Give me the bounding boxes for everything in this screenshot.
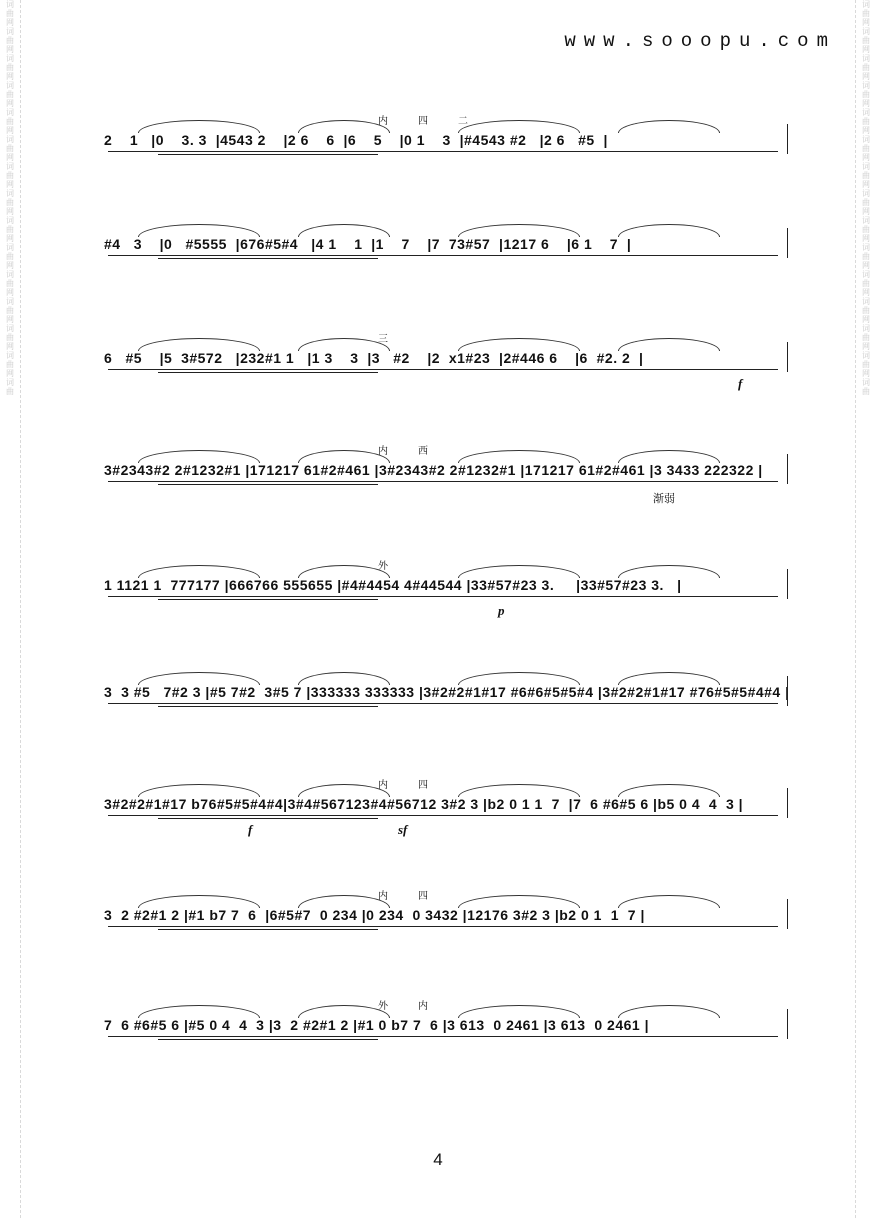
fingering-mark: 内: [418, 1001, 428, 1012]
beam-line: [108, 596, 778, 597]
score-line: [98, 118, 788, 166]
watermark-char: 网: [862, 288, 870, 297]
slur-arc: [298, 1005, 390, 1018]
slur-arc: [618, 565, 720, 578]
slur-arc: [618, 120, 720, 133]
watermark-char: 网: [862, 153, 870, 162]
slur-arc: [458, 895, 580, 908]
watermark-char: 网: [862, 261, 870, 270]
watermark-char: 词: [862, 0, 870, 9]
barline: [787, 124, 788, 154]
slur-arc: [458, 1005, 580, 1018]
beam-line-secondary: [158, 154, 378, 155]
watermark-char: 曲: [862, 225, 870, 234]
score-line: [98, 446, 788, 505]
watermark-char: 网: [862, 180, 870, 189]
score-line: [98, 561, 788, 618]
watermark-char: 曲: [862, 144, 870, 153]
barline: [787, 569, 788, 599]
watermark-char: 曲: [6, 144, 14, 153]
watermark-char: 词: [862, 135, 870, 144]
watermark-column-left: [0, 0, 20, 396]
beam-line: [108, 255, 778, 256]
watermark-char: 词: [6, 243, 14, 252]
watermark-char: 网: [6, 207, 14, 216]
score-line: [98, 222, 788, 270]
watermark-char: 网: [6, 126, 14, 135]
beam-line-secondary: [158, 484, 378, 485]
watermark-char: 网: [862, 72, 870, 81]
fingering-mark: 外: [378, 561, 388, 572]
beam-line: [108, 926, 778, 927]
watermark-char: 曲: [862, 171, 870, 180]
watermark-char: 词: [6, 270, 14, 279]
watermark-char: 曲: [862, 63, 870, 72]
slur-arc: [618, 224, 720, 237]
watermark-char: 曲: [862, 252, 870, 261]
slur-arc: [138, 784, 260, 797]
slur-arc: [138, 120, 260, 133]
beam-line: [108, 815, 778, 816]
watermark-char: 词: [6, 81, 14, 90]
slur-arc: [458, 450, 580, 463]
slur-arc: [298, 338, 390, 351]
dynamic-mark: sf: [398, 822, 408, 837]
slur-arc: [138, 1005, 260, 1018]
watermark-char: 曲: [862, 198, 870, 207]
beam-line-secondary: [158, 706, 378, 707]
watermark-char: 曲: [862, 387, 870, 396]
slur-arc: [138, 224, 260, 237]
watermark-char: 词: [862, 243, 870, 252]
watermark-column-right: [856, 0, 876, 396]
notation-text: 3#2#2#1#17 b76#5#5#4#4|3#4#567123#4#56712 3#2 3 |b2 0 1 1 7 |7 6 #6#5 6 |b5 0 4 4 3 |: [104, 796, 744, 812]
dynamic-mark: p: [498, 603, 505, 618]
watermark-char: 词: [862, 270, 870, 279]
watermark-char: 词: [6, 189, 14, 198]
watermark-char: 网: [6, 342, 14, 351]
page-number: 4: [433, 1150, 443, 1169]
fingering-mark: 内: [378, 446, 388, 457]
slur-arc: [618, 784, 720, 797]
slur-arc: [138, 338, 260, 351]
slur-arc: [138, 565, 260, 578]
notation-text: 7 6 #6#5 6 |#5 0 4 4 3 |3 2 #2#1 2 |#1 0 b7 7 6 |3 613 0 2461 |3 613 0 2461 |: [104, 1017, 650, 1033]
slur-arc: [618, 1005, 720, 1018]
watermark-char: 网: [862, 45, 870, 54]
notation-text: 1 1121 1 777177 |666766 555655 |#4#4454 4#44544 |33#57#23 3. |33#57#23 3. |: [104, 577, 682, 593]
slur-arc: [298, 672, 390, 685]
slur-arc: [298, 450, 390, 463]
barline: [787, 342, 788, 372]
watermark-char: 曲: [862, 360, 870, 369]
notation-text: 3 3 #5 7#2 3 |#5 7#2 3#5 7 |333333 333333 |3#2#2#1#17 #6#6#5#5#4 |3#2#2#1#17 #76#5#5#4#4 |: [104, 684, 790, 700]
watermark-char: 曲: [862, 306, 870, 315]
watermark-char: 网: [6, 234, 14, 243]
dynamic-mark: f: [248, 822, 253, 837]
watermark-char: 曲: [862, 36, 870, 45]
fingering-mark: 内: [378, 780, 388, 791]
watermark-char: 曲: [6, 36, 14, 45]
slur-arc: [618, 895, 720, 908]
beam-line-secondary: [158, 258, 378, 259]
watermark-char: 曲: [6, 117, 14, 126]
watermark-char: 曲: [862, 117, 870, 126]
beam-line: [108, 369, 778, 370]
slur-arc: [458, 672, 580, 685]
watermark-char: 曲: [6, 360, 14, 369]
watermark-char: 曲: [862, 333, 870, 342]
beam-line: [108, 1036, 778, 1037]
barline: [787, 788, 788, 818]
watermark-char: 曲: [6, 225, 14, 234]
right-margin-watermark: [855, 0, 876, 1218]
slur-arc: [298, 565, 390, 578]
watermark-char: 词: [6, 27, 14, 36]
watermark-char: 曲: [6, 90, 14, 99]
watermark-char: 网: [6, 180, 14, 189]
slur-arc: [458, 784, 580, 797]
slur-arc: [298, 784, 390, 797]
watermark-char: 曲: [6, 333, 14, 342]
slur-arc: [458, 224, 580, 237]
watermark-char: 词: [862, 216, 870, 225]
watermark-char: 网: [862, 18, 870, 27]
watermark-char: 曲: [6, 171, 14, 180]
beam-line-secondary: [158, 929, 378, 930]
beam-line-secondary: [158, 372, 378, 373]
dynamic-mark: f: [738, 376, 743, 391]
fingering-mark: 内: [378, 116, 388, 127]
fingering-mark: 西: [418, 446, 428, 457]
slur-arc: [618, 672, 720, 685]
watermark-char: 曲: [862, 90, 870, 99]
watermark-char: 词: [862, 189, 870, 198]
barline: [787, 228, 788, 258]
watermark-char: 网: [862, 126, 870, 135]
notation-text: 3#2343#2 2#1232#1 |171217 61#2#461 |3#2343#2 2#1232#1 |171217 61#2#461 |3 3433 222322 |: [104, 462, 763, 478]
watermark-char: 网: [862, 207, 870, 216]
watermark-char: 词: [862, 378, 870, 387]
notation-text: 6 #5 |5 3#572 |232#1 1 |1 3 3 |3 #2 |2 x1#23 |2#446 6 |6 #2. 2 |: [104, 350, 644, 366]
watermark-char: 网: [6, 18, 14, 27]
watermark-char: 词: [6, 216, 14, 225]
watermark-char: 曲: [6, 9, 14, 18]
fingering-mark: 外: [378, 1001, 388, 1012]
watermark-char: 词: [6, 378, 14, 387]
notation-text: 3 2 #2#1 2 |#1 b7 7 6 |6#5#7 0 234 |0 234 0 3432 |12176 3#2 3 |b2 0 1 1 7 |: [104, 907, 645, 923]
barline: [787, 1009, 788, 1039]
fingering-mark: 二: [458, 116, 468, 127]
watermark-char: 网: [862, 315, 870, 324]
watermark-char: 曲: [6, 252, 14, 261]
notation-text: 2 1 |0 3. 3 |4543 2 |2 6 6 |6 5 |0 1 3 |#4543 #2 |2 6 #5 |: [104, 132, 608, 148]
watermark-char: 词: [862, 81, 870, 90]
watermark-char: 曲: [6, 198, 14, 207]
watermark-char: 词: [6, 162, 14, 171]
expression-text: 渐弱: [653, 493, 675, 505]
watermark-char: 网: [6, 315, 14, 324]
watermark-char: 词: [862, 351, 870, 360]
watermark-char: 词: [6, 351, 14, 360]
score-line: [98, 334, 788, 391]
watermark-char: 网: [6, 288, 14, 297]
slur-arc: [298, 120, 390, 133]
score-line: [98, 1003, 788, 1051]
barline: [787, 676, 788, 706]
slur-arc: [618, 338, 720, 351]
watermark-char: 曲: [862, 9, 870, 18]
watermark-char: 词: [6, 135, 14, 144]
watermark-char: 网: [6, 369, 14, 378]
score-line: [98, 893, 788, 941]
fingering-mark: 四: [418, 780, 428, 791]
beam-line-secondary: [158, 818, 378, 819]
slur-arc: [458, 120, 580, 133]
slur-arc: [458, 338, 580, 351]
slur-arc: [138, 450, 260, 463]
watermark-char: 网: [6, 261, 14, 270]
beam-line-secondary: [158, 599, 378, 600]
watermark-char: 曲: [862, 279, 870, 288]
watermark-char: 词: [862, 108, 870, 117]
watermark-char: 词: [6, 0, 14, 9]
watermark-char: 网: [6, 99, 14, 108]
watermark-char: 网: [862, 99, 870, 108]
watermark-char: 词: [862, 324, 870, 333]
fingering-mark: 四: [418, 116, 428, 127]
left-margin-watermark: [0, 0, 21, 1218]
fingering-mark: 三: [378, 334, 388, 345]
fingering-mark: 内: [378, 891, 388, 902]
beam-line-secondary: [158, 1039, 378, 1040]
watermark-char: 词: [862, 297, 870, 306]
score-line: [98, 780, 788, 837]
watermark-char: 词: [6, 324, 14, 333]
site-url: www.sooopu.com: [564, 30, 836, 52]
slur-arc: [298, 895, 390, 908]
watermark-char: 词: [862, 54, 870, 63]
score-line: [98, 670, 788, 718]
slur-arc: [618, 450, 720, 463]
barline: [787, 454, 788, 484]
notation-text: #4 3 |0 #5555 |676#5#4 |4 1 1 |1 7 |7 73#57 |1217 6 |6 1 7 |: [104, 236, 632, 252]
watermark-char: 网: [862, 369, 870, 378]
slur-arc: [458, 565, 580, 578]
watermark-char: 网: [6, 45, 14, 54]
barline: [787, 899, 788, 929]
beam-line: [108, 703, 778, 704]
watermark-char: 曲: [6, 387, 14, 396]
watermark-char: 网: [862, 342, 870, 351]
slur-arc: [298, 224, 390, 237]
slur-arc: [138, 895, 260, 908]
watermark-char: 词: [862, 162, 870, 171]
watermark-char: 网: [862, 234, 870, 243]
watermark-char: 曲: [6, 279, 14, 288]
watermark-char: 词: [6, 54, 14, 63]
watermark-char: 曲: [6, 63, 14, 72]
watermark-char: 词: [862, 27, 870, 36]
fingering-mark: 四: [418, 891, 428, 902]
watermark-char: 网: [6, 153, 14, 162]
beam-line: [108, 481, 778, 482]
watermark-char: 词: [6, 297, 14, 306]
watermark-char: 曲: [6, 306, 14, 315]
watermark-char: 网: [6, 72, 14, 81]
watermark-char: 词: [6, 108, 14, 117]
slur-arc: [138, 672, 260, 685]
beam-line: [108, 151, 778, 152]
